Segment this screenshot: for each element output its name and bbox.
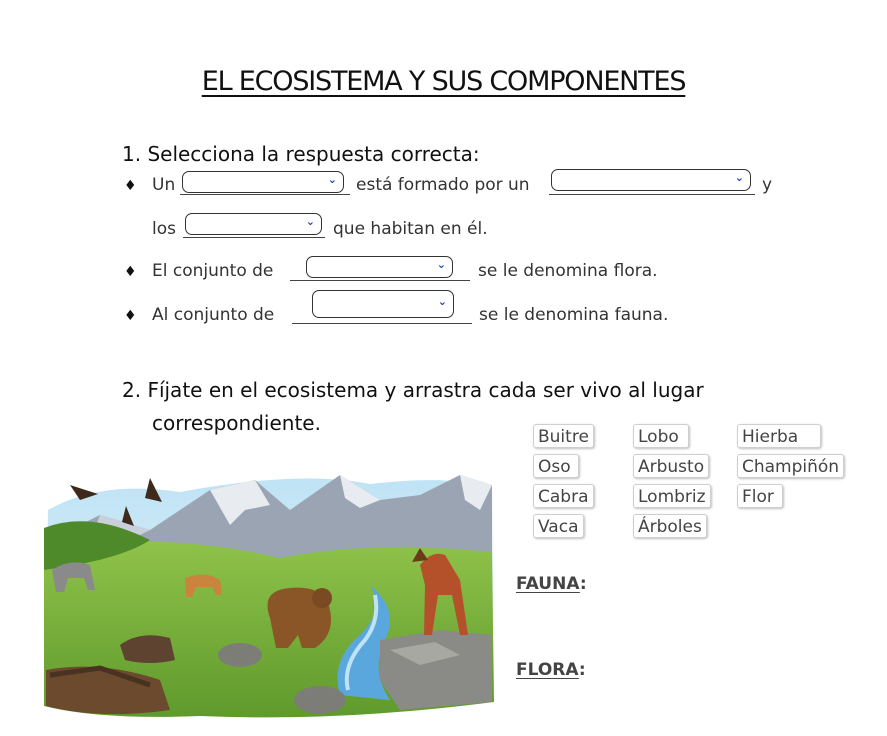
fauna-drop-zone[interactable] (600, 566, 870, 636)
sentence-1-part-a: Un (152, 175, 176, 195)
drag-chip-hierba[interactable]: Hierba (737, 424, 821, 448)
blank-line-1 (180, 194, 350, 195)
page-title: EL ECOSISTEMA Y SUS COMPONENTES (201, 66, 686, 97)
sentence-3-part-a: Al conjunto de (152, 305, 275, 325)
bullet-1: ♦ (124, 178, 137, 194)
answer-select-4[interactable] (306, 256, 453, 278)
chevron-down-icon: ⌄ (436, 258, 446, 271)
drag-chip-lobo[interactable]: Lobo (633, 424, 689, 448)
drag-chip-champinon[interactable]: Champiñón (737, 454, 844, 478)
sentence-1-part-b: está formado por un (356, 175, 530, 195)
fauna-drop-label: FAUNA: (516, 574, 587, 594)
question-2-heading-line-1: 2. Fíjate en el ecosistema y arrastra cada ser vivo al lugar (122, 378, 704, 402)
sentence-3-part-b: se le denomina fauna. (479, 305, 669, 325)
question-2-heading-line-2: correspondiente. (152, 411, 321, 435)
blank-line-5 (292, 323, 472, 324)
sentence-1-part-d: los (152, 219, 176, 239)
sentence-1-part-e: que habitan en él. (333, 219, 488, 239)
drag-chip-oso[interactable]: Oso (533, 454, 579, 478)
drag-chip-arboles[interactable]: Árboles (633, 514, 707, 538)
blank-line-4 (290, 280, 470, 281)
answer-select-5[interactable] (312, 290, 454, 318)
drag-chip-arbusto[interactable]: Arbusto (633, 454, 709, 478)
blank-line-3 (183, 237, 325, 238)
chevron-down-icon: ⌄ (734, 171, 744, 184)
bullet-3: ♦ (124, 308, 137, 324)
sentence-2-part-a: El conjunto de (152, 261, 274, 281)
sentence-1-part-c: y (762, 175, 773, 195)
drag-chip-flor[interactable]: Flor (737, 484, 783, 508)
question-1-heading: 1. Selecciona la respuesta correcta: (122, 142, 480, 166)
drag-chip-cabra[interactable]: Cabra (533, 484, 594, 508)
answer-select-2[interactable] (551, 169, 751, 191)
answer-select-1[interactable] (182, 171, 344, 193)
flora-drop-zone[interactable] (600, 650, 870, 720)
chevron-down-icon: ⌄ (305, 215, 315, 228)
drag-chip-lombriz[interactable]: Lombriz (633, 484, 711, 508)
ecosystem-illustration (40, 470, 496, 728)
drag-chip-buitre[interactable]: Buitre (533, 424, 594, 448)
answer-select-3[interactable] (185, 213, 322, 235)
drag-chip-vaca[interactable]: Vaca (533, 514, 584, 538)
bullet-2: ♦ (124, 264, 137, 280)
blank-line-2 (549, 194, 755, 195)
chevron-down-icon: ⌄ (327, 173, 337, 186)
chevron-down-icon: ⌄ (437, 295, 447, 308)
sentence-2-part-b: se le denomina flora. (478, 261, 658, 281)
flora-drop-label: FLORA: (516, 660, 586, 680)
